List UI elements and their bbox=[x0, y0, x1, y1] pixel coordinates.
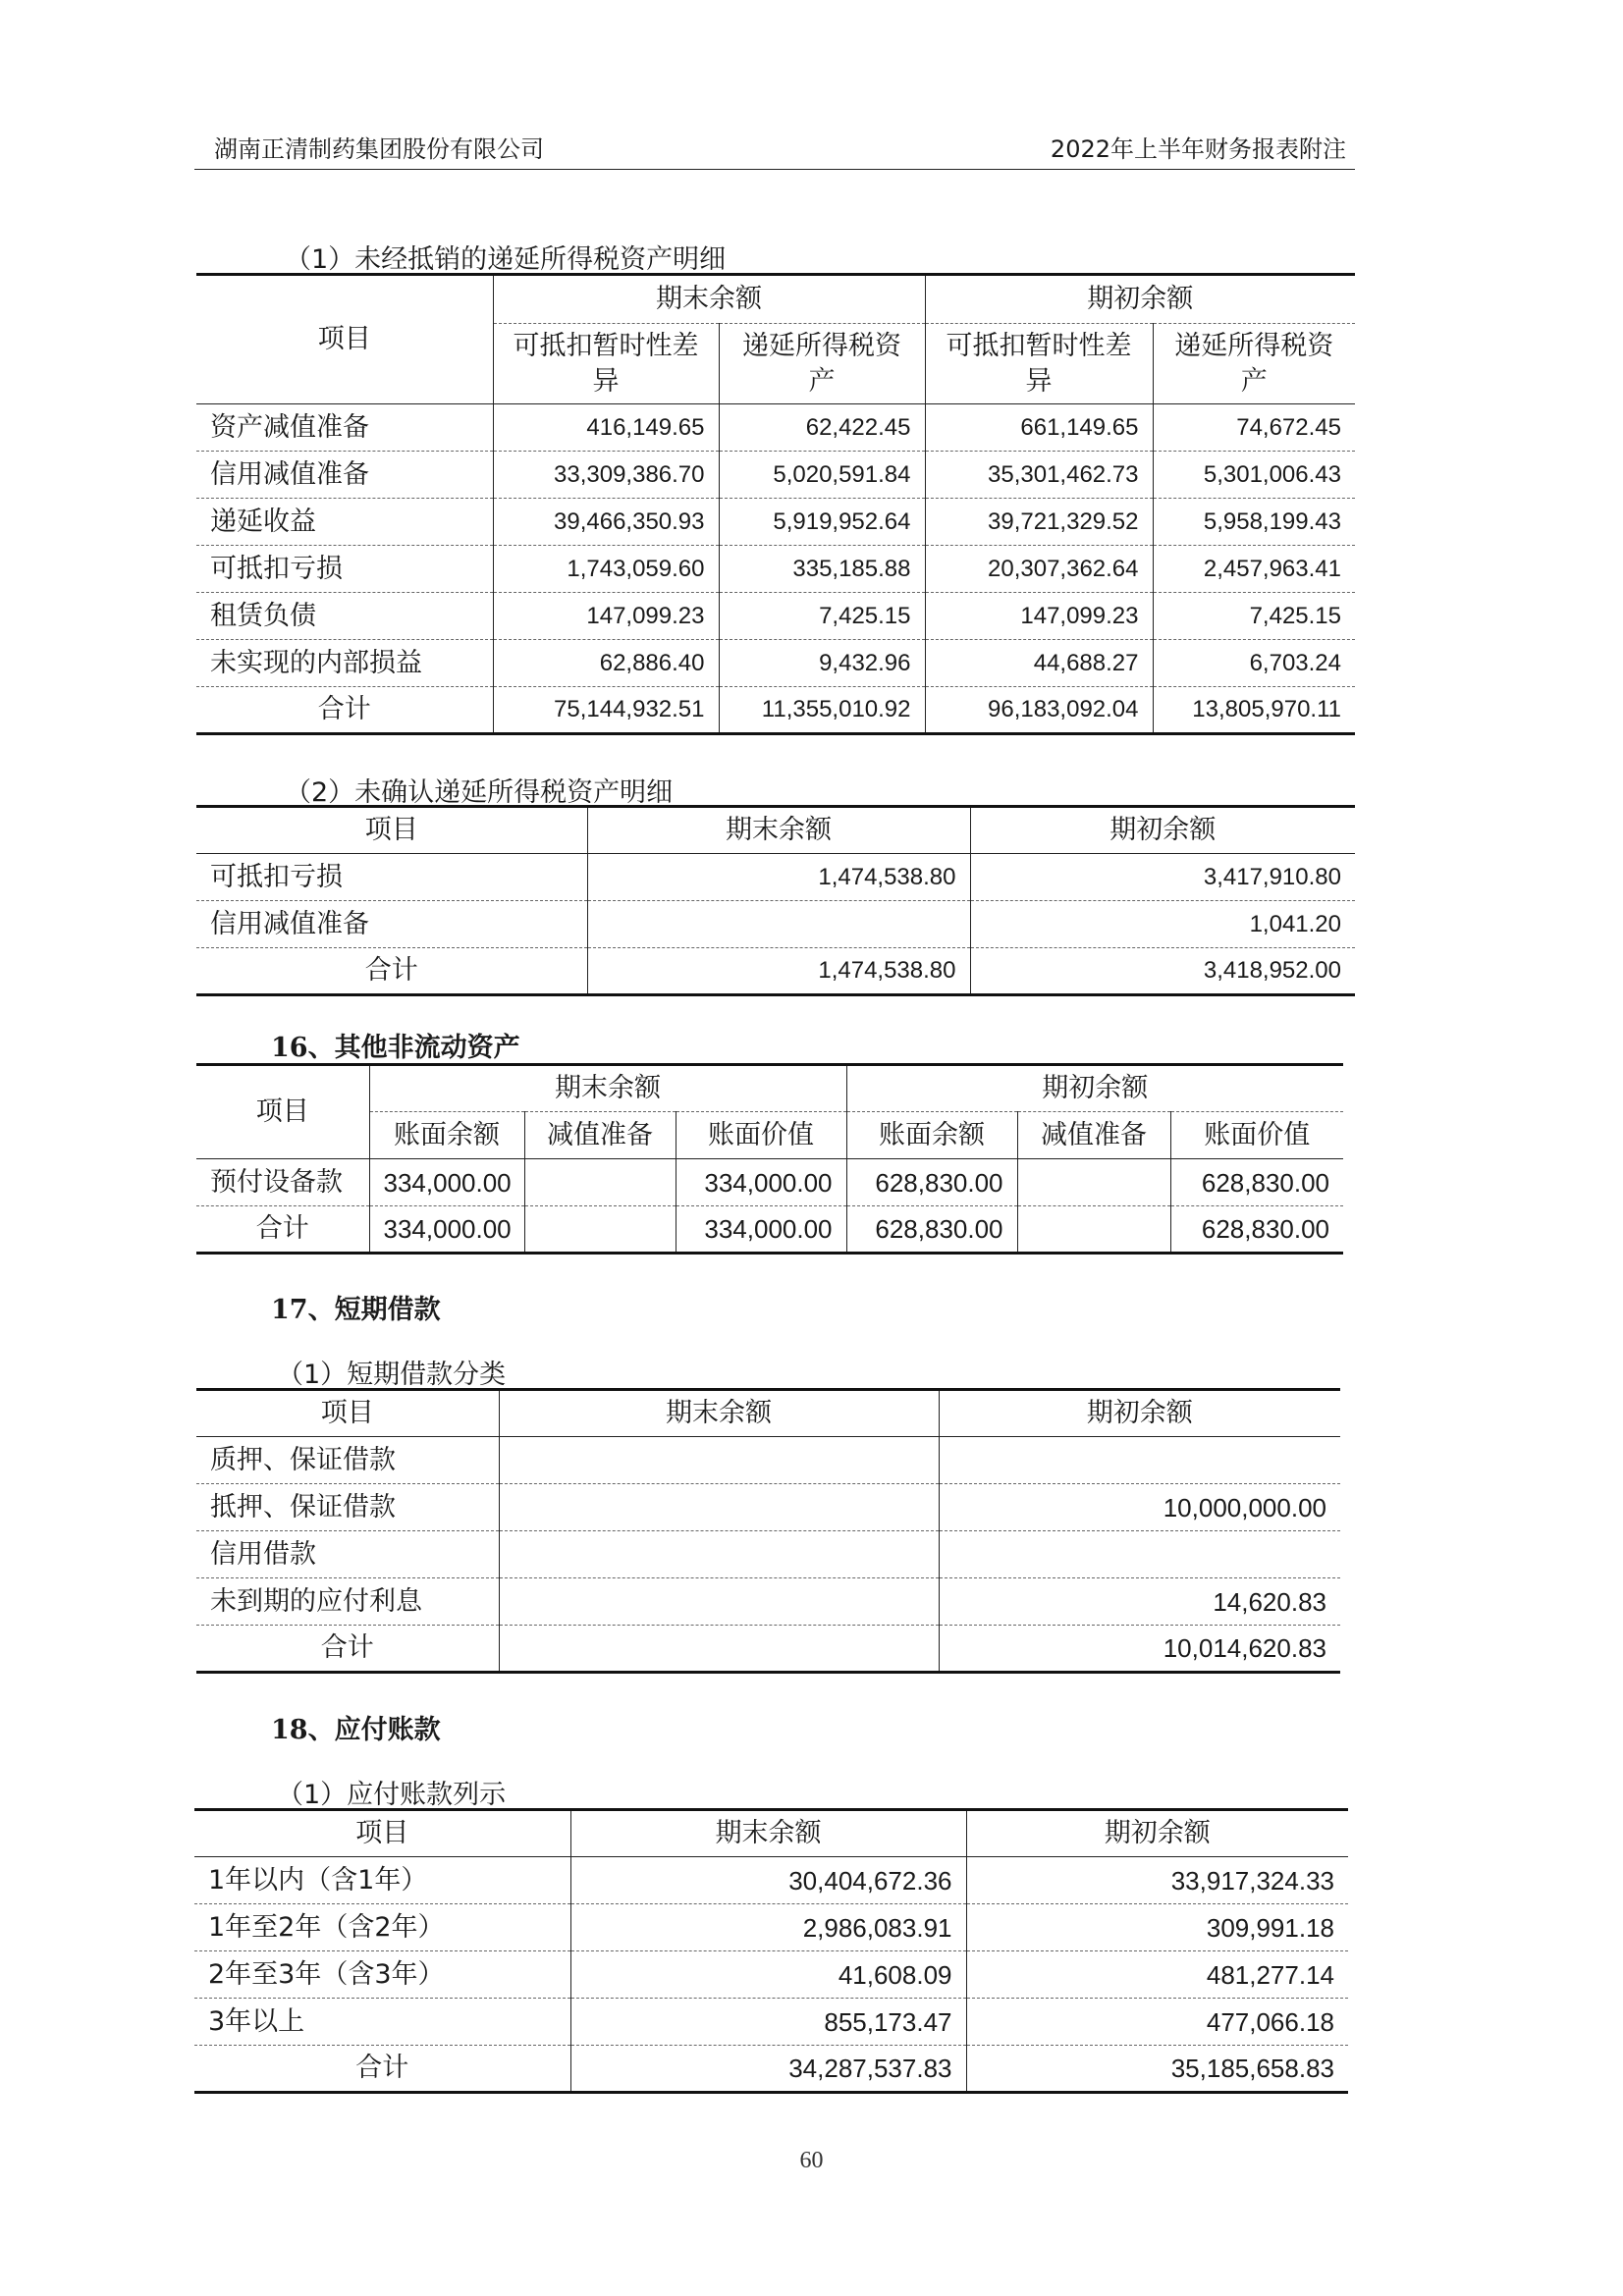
cell-value: 33,917,324.33 bbox=[966, 1857, 1348, 1904]
cell-value: 7,425.15 bbox=[1153, 593, 1355, 640]
s16-sub-book-balance: 账面余额 bbox=[846, 1112, 1017, 1159]
row-label: 未实现的内部损益 bbox=[196, 640, 493, 687]
cell-value: 334,000.00 bbox=[369, 1159, 524, 1206]
row-label: 3年以上 bbox=[194, 1999, 570, 2046]
cell-value bbox=[939, 1437, 1340, 1484]
s17-header-end: 期末余额 bbox=[499, 1390, 939, 1437]
accounts-payable-table bbox=[194, 1808, 1348, 2094]
cell-value bbox=[499, 1578, 939, 1626]
cell-value: 5,958,199.43 bbox=[1153, 499, 1355, 546]
cell-value bbox=[499, 1437, 939, 1484]
s17-caption: （1）短期借款分类 bbox=[277, 1360, 507, 1390]
cell-value: 5,020,591.84 bbox=[719, 452, 925, 499]
cell-value bbox=[524, 1159, 676, 1206]
row-label: 合计 bbox=[317, 694, 371, 724]
row-label: 信用减值准备 bbox=[196, 901, 587, 948]
cell-value: 33,309,386.70 bbox=[493, 452, 719, 499]
cell-value: 661,149.65 bbox=[925, 404, 1153, 452]
total-row bbox=[196, 948, 1355, 995]
cell-value: 34,287,537.83 bbox=[570, 2046, 966, 2093]
cell-value: 628,830.00 bbox=[846, 1206, 1017, 1254]
cell-value bbox=[499, 1626, 939, 1673]
report-title: 2022年上半年财务报表附注 bbox=[1050, 135, 1346, 163]
s16-header-end: 期末余额 bbox=[369, 1065, 846, 1112]
s16-sub-book-balance: 账面余额 bbox=[369, 1112, 524, 1159]
row-label: 信用借款 bbox=[196, 1531, 499, 1578]
table-row bbox=[194, 1951, 1348, 1999]
row-label: 1年至2年（含2年） bbox=[194, 1904, 570, 1951]
total-row bbox=[196, 1206, 1343, 1254]
row-label: 合计 bbox=[355, 2053, 409, 2083]
s17-header-begin: 期初余额 bbox=[939, 1390, 1340, 1437]
cell-value: 2,986,083.91 bbox=[570, 1904, 966, 1951]
table-row bbox=[196, 901, 1355, 948]
section-18-title: 18、应付账款 bbox=[271, 1715, 441, 1745]
cell-value: 13,805,970.11 bbox=[1153, 687, 1355, 734]
table-row bbox=[194, 1904, 1348, 1951]
cell-value: 44,688.27 bbox=[925, 640, 1153, 687]
cell-value: 75,144,932.51 bbox=[493, 687, 719, 734]
table-row bbox=[196, 1437, 1340, 1484]
cell-value: 1,474,538.80 bbox=[587, 854, 970, 901]
cell-value: 10,014,620.83 bbox=[939, 1626, 1340, 1673]
cell-value bbox=[939, 1531, 1340, 1578]
row-label: 2年至3年（含3年） bbox=[194, 1951, 570, 1999]
s16-header-item: 项目 bbox=[196, 1065, 369, 1159]
total-row bbox=[194, 2046, 1348, 2093]
cell-value: 416,149.65 bbox=[493, 404, 719, 452]
cell-value bbox=[524, 1206, 676, 1254]
t1-sub-diff-begin: 可抵扣暂时性差异 bbox=[925, 324, 1153, 404]
s18-caption: （1）应付账款列示 bbox=[277, 1780, 507, 1810]
table-row bbox=[196, 854, 1355, 901]
t2-header-begin: 期初余额 bbox=[970, 807, 1355, 854]
cell-value: 481,277.14 bbox=[966, 1951, 1348, 1999]
row-label: 合计 bbox=[255, 1213, 309, 1244]
cell-value: 10,000,000.00 bbox=[939, 1484, 1340, 1531]
row-label: 租赁负债 bbox=[196, 593, 493, 640]
company-name: 湖南正清制药集团股份有限公司 bbox=[214, 135, 544, 163]
cell-value: 41,608.09 bbox=[570, 1951, 966, 1999]
cell-value bbox=[1017, 1159, 1170, 1206]
other-noncurrent-assets-table bbox=[196, 1063, 1343, 1255]
s16-sub-impairment: 减值准备 bbox=[1017, 1112, 1170, 1159]
cell-value: 62,422.45 bbox=[719, 404, 925, 452]
total-row bbox=[196, 687, 1355, 734]
cell-value: 5,919,952.64 bbox=[719, 499, 925, 546]
table-row bbox=[196, 593, 1355, 640]
cell-value: 334,000.00 bbox=[676, 1206, 846, 1254]
row-label: 合计 bbox=[364, 955, 418, 986]
cell-value: 35,185,658.83 bbox=[966, 2046, 1348, 2093]
cell-value: 7,425.15 bbox=[719, 593, 925, 640]
cell-value: 628,830.00 bbox=[1170, 1159, 1343, 1206]
cell-value: 6,703.24 bbox=[1153, 640, 1355, 687]
cell-value bbox=[1017, 1206, 1170, 1254]
cell-value: 2,457,963.41 bbox=[1153, 546, 1355, 593]
row-label: 合计 bbox=[320, 1632, 374, 1663]
cell-value bbox=[499, 1531, 939, 1578]
cell-value: 1,743,059.60 bbox=[493, 546, 719, 593]
cell-value: 855,173.47 bbox=[570, 1999, 966, 2046]
cell-value: 1,474,538.80 bbox=[587, 948, 970, 995]
table-row bbox=[196, 1578, 1340, 1626]
row-label: 资产减值准备 bbox=[196, 404, 493, 452]
cell-value: 3,418,952.00 bbox=[970, 948, 1355, 995]
cell-value: 1,041.20 bbox=[970, 901, 1355, 948]
cell-value bbox=[499, 1484, 939, 1531]
cell-value: 477,066.18 bbox=[966, 1999, 1348, 2046]
row-label: 可抵扣亏损 bbox=[196, 854, 587, 901]
table-row bbox=[196, 499, 1355, 546]
table-row bbox=[194, 1999, 1348, 2046]
table-row bbox=[196, 640, 1355, 687]
table-row bbox=[196, 1531, 1340, 1578]
table-row bbox=[194, 1857, 1348, 1904]
cell-value: 628,830.00 bbox=[846, 1159, 1017, 1206]
cell-value: 74,672.45 bbox=[1153, 404, 1355, 452]
cell-value: 11,355,010.92 bbox=[719, 687, 925, 734]
row-label: 抵押、保证借款 bbox=[196, 1484, 499, 1531]
deferred-tax-assets-table bbox=[196, 273, 1355, 735]
cell-value: 30,404,672.36 bbox=[570, 1857, 966, 1904]
unrecognized-dta-table bbox=[196, 805, 1355, 996]
cell-value: 20,307,362.64 bbox=[925, 546, 1153, 593]
t1-sub-dta-end: 递延所得税资产 bbox=[719, 324, 925, 404]
table-row bbox=[196, 1484, 1340, 1531]
cell-value bbox=[587, 901, 970, 948]
s18-header-item: 项目 bbox=[194, 1810, 570, 1857]
table-row bbox=[196, 546, 1355, 593]
row-label: 信用减值准备 bbox=[196, 452, 493, 499]
row-label: 1年以内（含1年） bbox=[194, 1857, 570, 1904]
cell-value: 96,183,092.04 bbox=[925, 687, 1153, 734]
cell-value: 335,185.88 bbox=[719, 546, 925, 593]
section-16-title: 16、其他非流动资产 bbox=[271, 1033, 520, 1063]
t1-header-begin: 期初余额 bbox=[925, 275, 1355, 324]
t2-caption: （2）未确认递延所得税资产明细 bbox=[285, 777, 674, 808]
t1-header-item: 项目 bbox=[196, 275, 493, 404]
t1-sub-dta-begin: 递延所得税资产 bbox=[1153, 324, 1355, 404]
cell-value: 35,301,462.73 bbox=[925, 452, 1153, 499]
cell-value: 3,417,910.80 bbox=[970, 854, 1355, 901]
table-row bbox=[196, 1159, 1343, 1206]
cell-value: 309,991.18 bbox=[966, 1904, 1348, 1951]
cell-value: 147,099.23 bbox=[925, 593, 1153, 640]
cell-value: 334,000.00 bbox=[369, 1206, 524, 1254]
header-rule bbox=[194, 169, 1355, 170]
s18-header-begin: 期初余额 bbox=[966, 1810, 1348, 1857]
s17-header-item: 项目 bbox=[196, 1390, 499, 1437]
cell-value: 628,830.00 bbox=[1170, 1206, 1343, 1254]
total-row bbox=[196, 1626, 1340, 1673]
t1-caption: （1）未经抵销的递延所得税资产明细 bbox=[285, 244, 727, 275]
t1-sub-diff-end: 可抵扣暂时性差异 bbox=[493, 324, 719, 404]
s18-header-end: 期末余额 bbox=[570, 1810, 966, 1857]
t2-header-item: 项目 bbox=[196, 807, 587, 854]
page-number: 60 bbox=[799, 2148, 824, 2173]
cell-value: 147,099.23 bbox=[493, 593, 719, 640]
s16-sub-impairment: 减值准备 bbox=[524, 1112, 676, 1159]
cell-value: 62,886.40 bbox=[493, 640, 719, 687]
cell-value: 39,466,350.93 bbox=[493, 499, 719, 546]
s16-header-begin: 期初余额 bbox=[846, 1065, 1343, 1112]
s16-sub-book-value: 账面价值 bbox=[1170, 1112, 1343, 1159]
t1-header-end: 期末余额 bbox=[493, 275, 925, 324]
cell-value: 334,000.00 bbox=[676, 1159, 846, 1206]
cell-value: 14,620.83 bbox=[939, 1578, 1340, 1626]
t2-header-end: 期末余额 bbox=[587, 807, 970, 854]
cell-value: 39,721,329.52 bbox=[925, 499, 1153, 546]
table-row bbox=[196, 404, 1355, 452]
s16-sub-book-value: 账面价值 bbox=[676, 1112, 846, 1159]
table-row bbox=[196, 452, 1355, 499]
row-label: 递延收益 bbox=[196, 499, 493, 546]
cell-value: 5,301,006.43 bbox=[1153, 452, 1355, 499]
row-label: 预付设备款 bbox=[196, 1159, 369, 1206]
row-label: 质押、保证借款 bbox=[196, 1437, 499, 1484]
short-term-borrowings-table bbox=[196, 1388, 1340, 1674]
row-label: 可抵扣亏损 bbox=[196, 546, 493, 593]
section-17-title: 17、短期借款 bbox=[271, 1295, 441, 1325]
cell-value: 9,432.96 bbox=[719, 640, 925, 687]
row-label: 未到期的应付利息 bbox=[196, 1578, 499, 1626]
